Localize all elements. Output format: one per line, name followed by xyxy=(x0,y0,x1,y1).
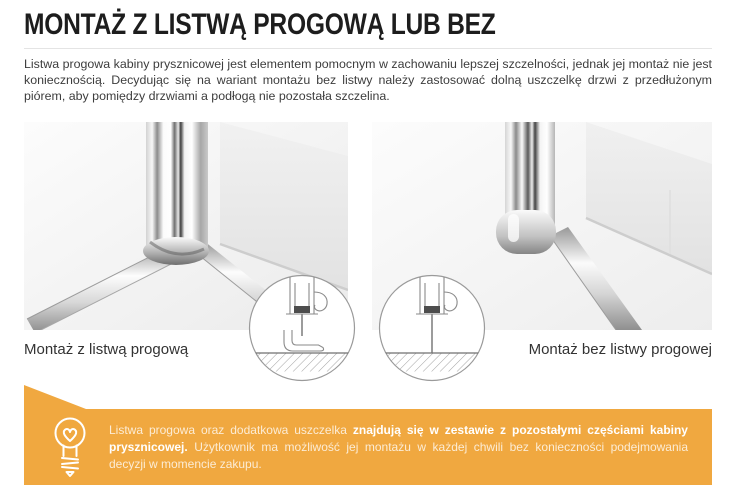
banner-text-normal-1: Listwa progowa oraz dodatkowa uszczelka xyxy=(109,422,353,437)
no-strip-cross-section-diagram xyxy=(377,273,487,383)
captions-row xyxy=(24,341,712,358)
threshold-strip-cross-section-diagram xyxy=(247,273,357,383)
no-strip-diagram-drawing xyxy=(377,273,487,383)
banner-fold-corner xyxy=(24,385,86,409)
lightbulb-icon xyxy=(48,416,92,478)
caption-with-strip: Montaż z listwą progową xyxy=(24,341,189,358)
comparison-row xyxy=(24,122,712,330)
intro-paragraph: Listwa progowa kabiny prysznicowej jest elementem pomocnym w zachowaniu lepszej szczelności, jednak jej montaż nie jest koniecznością. Decydując się na wariant montażu bez listwy należy zastosować dolną uszczelkę drzwi z przedłużonym piórem, aby pomiędzy drzwiami a podłogą nie pozostała szczelina. xyxy=(24,57,712,103)
banner-text xyxy=(109,422,688,473)
banner-text-bold: znajdują się w zestawie z pozostałymi częściami kabiny prysznicowej. xyxy=(109,422,688,454)
page-title xyxy=(24,10,712,49)
strip-diagram-drawing xyxy=(247,273,357,383)
banner-text-normal-2: Użytkownik ma możliwość jej montażu w każdej chwili bez konieczności podejmowania decyzji w momencie zakupu. xyxy=(109,439,688,471)
page-title-text: MONTAŻ Z LISTWĄ PROGOWĄ LUB BEZ xyxy=(24,8,496,41)
info-banner xyxy=(24,409,712,485)
caption-without-strip: Montaż bez listwy progowej xyxy=(528,341,712,358)
